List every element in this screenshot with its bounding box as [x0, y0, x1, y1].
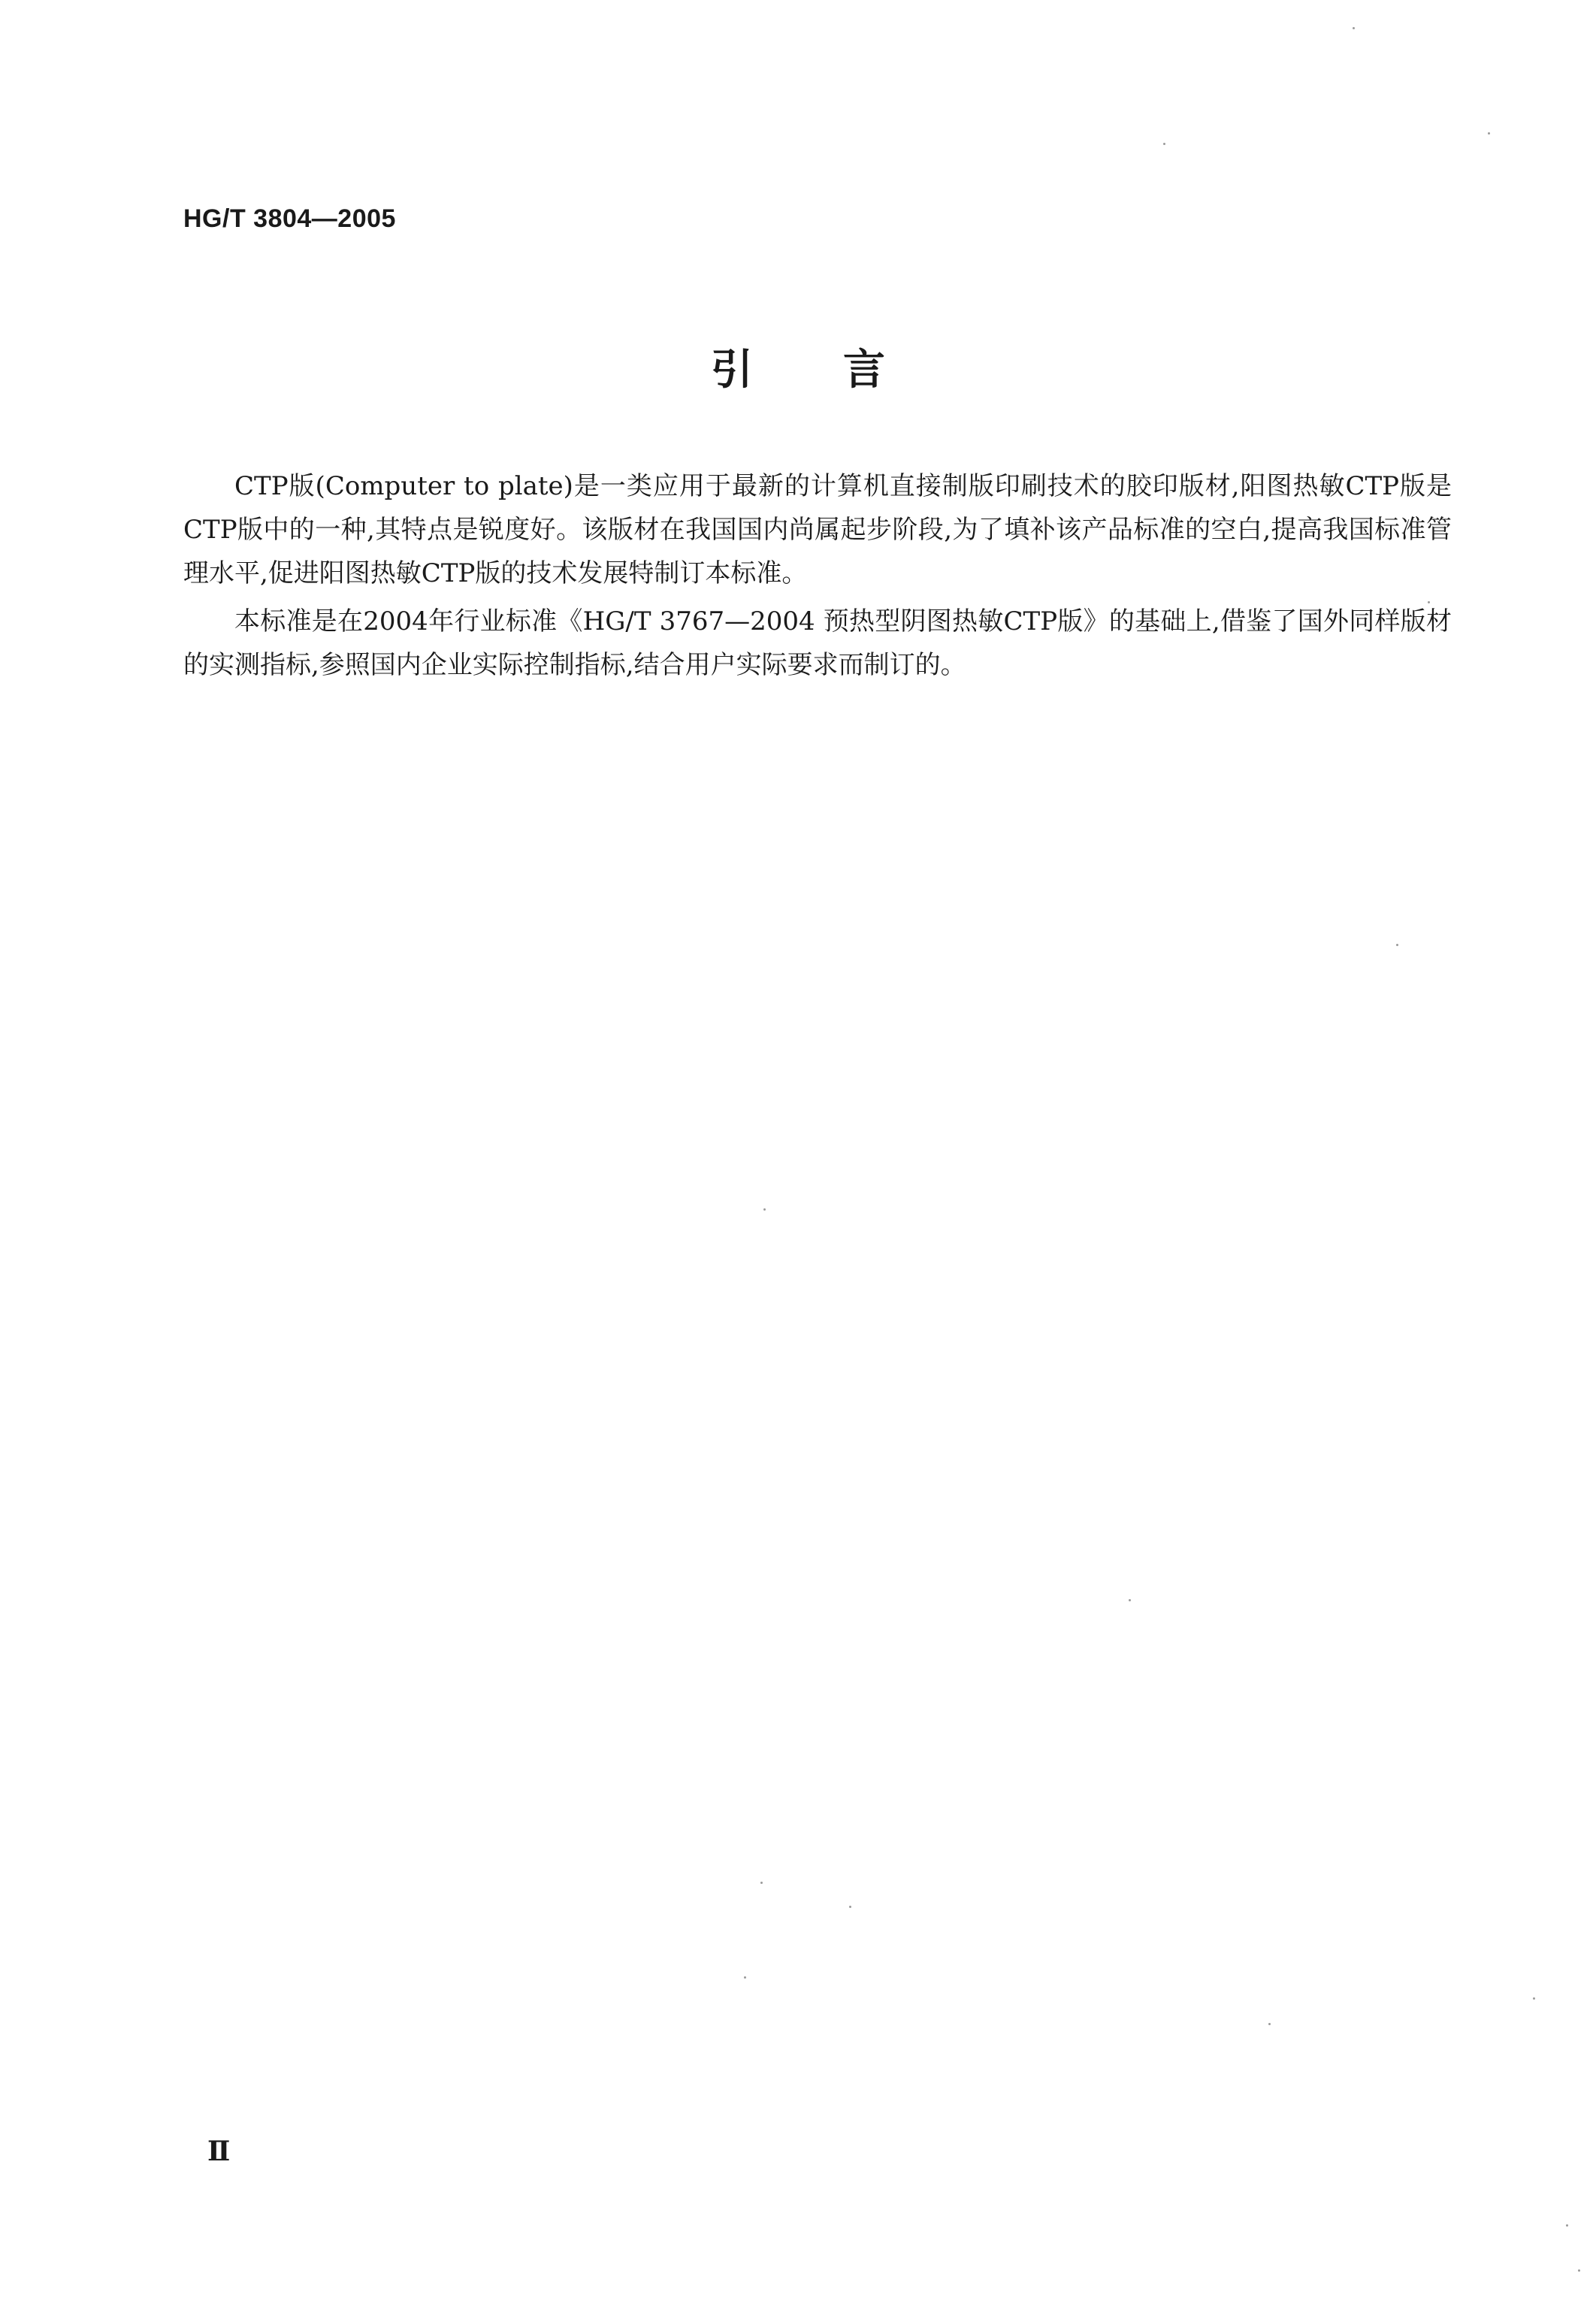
scan-speck: [1533, 1997, 1535, 2000]
scan-speck: [1268, 2023, 1271, 2025]
paragraph-2: 本标准是在2004年行业标准《HG/T 3767—2004 预热型阴图热敏CTP版》的基础上,借鉴了国外同样版材的实测指标,参照国内企业实际控制指标,结合用户实际要求而制订的。: [183, 606, 1452, 680]
scan-speck: [1163, 143, 1165, 145]
scan-speck: [744, 1976, 746, 1979]
page-title: 引言: [711, 346, 975, 395]
scan-speck: [1488, 132, 1490, 135]
scan-speck: [760, 1882, 763, 1884]
scan-speck: [849, 1906, 851, 1908]
scan-speck: [1578, 2269, 1580, 2272]
standard-code: HG/T 3804—2005: [183, 204, 396, 233]
scan-speck: [1428, 601, 1430, 603]
scan-speck: [1129, 1599, 1131, 1601]
scan-speck: [1353, 27, 1355, 29]
scan-speck: [1566, 2224, 1568, 2227]
paragraph-1: CTP版(Computer to plate)是一类应用于最新的计算机直接制版印刷技术的胶印版材,阳图热敏CTP版是CTP版中的一种,其特点是锐度好。该版材在我国国内尚属起步阶段,为了填补该产品标准的空白,提高我国标准管理水平,促进阳图热敏CTP版的技术发展特制订本标准。: [183, 471, 1452, 588]
scan-speck: [763, 1208, 766, 1211]
scan-speck: [1396, 944, 1398, 946]
page-number: Ⅱ: [207, 2136, 231, 2166]
introduction-body: [183, 464, 1452, 691]
